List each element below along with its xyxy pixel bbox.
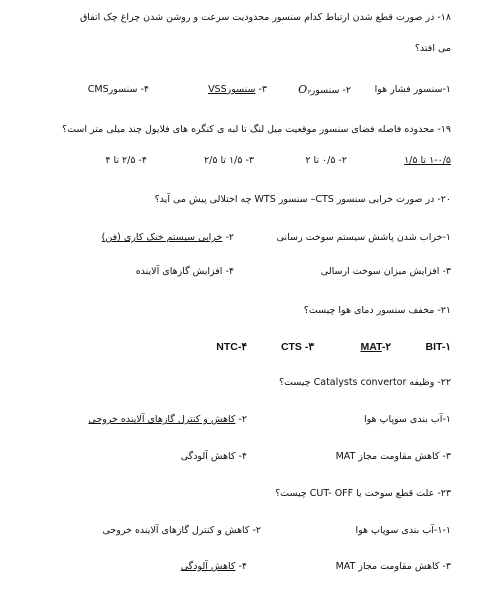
q22-option-2: ۲- کاهش و کنترل گازهای آلاینده خروجی <box>88 414 247 425</box>
q21-option-1: BIT-۱ <box>425 341 451 353</box>
q22-option-4: ۴- کاهش آلودگی <box>180 451 247 462</box>
question-22-text: ۲۲- وظیفه Catalysts convertor چیست؟ <box>279 377 451 388</box>
q22-option-2-underlined: کاهش و کنترل گازهای آلاینده خروجی <box>88 414 236 425</box>
q18-option-3: ۳- سنسورVSS <box>208 84 267 95</box>
q20-option-3: ۳- افزایش میزان سوخت ارسالی <box>320 266 451 277</box>
q22-option-1: ۱-آب بندی سوپاپ هوا <box>363 414 451 425</box>
q19-option-2: ۲- ۰/۵ تا ۲ <box>305 155 347 166</box>
q21-option-2: MAT-۲ <box>360 341 391 353</box>
q23-option-4: ۴- کاهش آلودگی <box>180 561 247 572</box>
q23-option-3: ۳- کاهش مقاومت مجاز MAT <box>335 561 451 572</box>
q23-option-2: ۲- کاهش و کنترل گازهای آلاینده خروجی <box>102 525 261 536</box>
q22-option-3: ۳- کاهش مقاومت مجاز MAT <box>335 451 451 462</box>
oxygen-symbol: O۲ <box>298 83 311 96</box>
q23-option-1: ۱-۱-آب بندی سوپاپ هوا <box>355 525 451 536</box>
q18-option-1: ۱-سنسور فشار هوا <box>374 84 451 95</box>
q21-option-2-underlined: MAT <box>360 341 382 353</box>
q18-option-4: ۴- سنسورCMS <box>87 84 149 95</box>
q23-option-4-underlined: کاهش آلودگی <box>180 561 236 572</box>
question-23-text: ۲۳- علت قطع سوخت یا CUT- OFF چیست؟ <box>275 488 451 499</box>
question-21-text: ۲۱- مخفف سنسور دمای هوا چیست؟ <box>303 305 451 316</box>
q20-option-1: ۱-خراب شدن پاشش سیستم سوخت رسانی <box>276 232 451 243</box>
question-19-text: ۱۹- محدوده فاصله فضای سنسور موقعیت میل لنگ تا لبه ی کنگره های فلایول چند میلی متر است؟ <box>62 124 451 135</box>
q18-option-2-label: ۲- سنسور <box>310 85 351 96</box>
q18-option-3-underlined: سنسورVSS <box>208 84 256 95</box>
q20-option-2: ۲- خرابی سیستم خنک کاری (فن) <box>101 232 234 243</box>
q19-option-3: ۳- ۱/۵ تا ۲/۵ <box>204 155 254 166</box>
q20-option-2-underlined: خرابی سیستم خنک کاری (فن) <box>101 232 223 243</box>
q20-option-4: ۴- افزایش گازهای آلاینده <box>135 266 234 277</box>
q19-option-1: ۱-۰/۵ تا ۱/۵ <box>404 155 451 166</box>
q18-option-2 <box>298 84 351 98</box>
q19-option-4: ۴- ۲/۵ تا ۴ <box>105 155 147 166</box>
question-20-text: ۲۰- در صورت خرابی سنسور CTS– سنسور WTS چه اختلالی پیش می آید؟ <box>154 194 451 205</box>
q21-option-3: CTS -۳ <box>280 341 314 353</box>
q21-option-4: NTC-۴ <box>216 341 247 353</box>
question-18-text-cont: می افتد؟ <box>414 43 451 54</box>
question-18-text: ۱۸- در صورت قطع شدن ارتباط کدام سنسور محدودیت سرعت و روشن شدن چراغ چک اتفاق <box>79 12 451 23</box>
